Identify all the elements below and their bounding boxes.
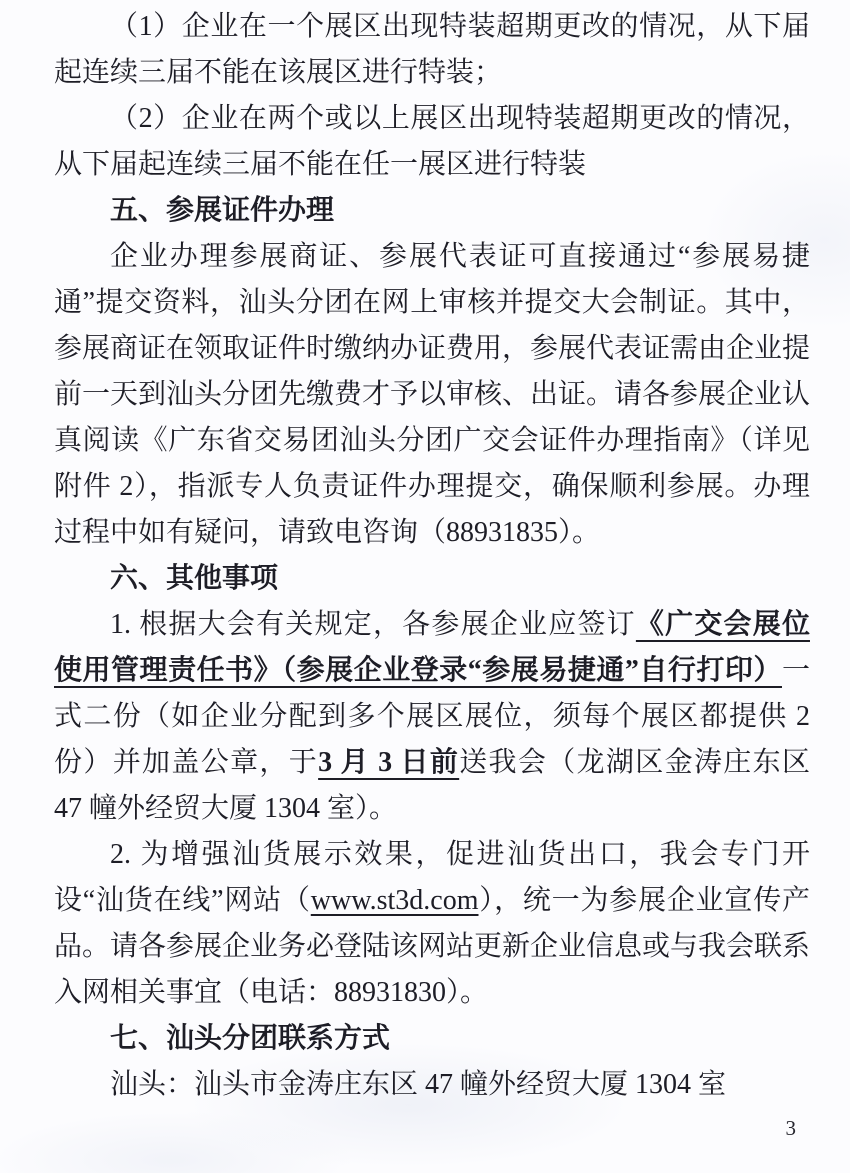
clause-2: （2）企业在两个或以上展区出现特装超期更改的情况，从下届起连续三届不能在任一展区进行特装 — [54, 103, 810, 180]
page-number: 3 — [785, 1116, 796, 1140]
section-heading-5: 五、参展证件办理 — [110, 195, 335, 226]
clause-1: （1）企业在一个展区出现特装超期更改的情况，从下届起连续三届不能在该展区进行特装； — [54, 11, 810, 88]
booth-agreement-title: 《广交会展位使用管理责任书》（参展企业登录“参展易捷通”自行打印） — [54, 609, 810, 686]
website-url: www.st3d.com — [310, 885, 479, 916]
paragraph-contact: 汕头：汕头市金涛庄东区 47 幢外经贸大厦 1304 室 — [110, 1069, 727, 1100]
text-run: ），统一为参展企业宣传产品。请各参展企业务必登陆该网站更新企业信息或与我会联系入网相关事宜（电话：88931830）。 — [54, 885, 811, 1008]
text-run: 送我会（龙湖区金涛庄东区 47 幢外经贸大厦 1304 室）。 — [54, 747, 810, 824]
text-run: 一式二份（如企业分配到多个展区展位，须每个展区都提供 2 份）并加盖公章，于 — [54, 655, 810, 778]
deadline-date: 3 月 3 日前 — [318, 747, 460, 778]
paragraph-certificates: 企业办理参展商证、参展代表证可直接通过“参展易捷通”提交资料，汕头分团在网上审核并提交大会制证。其中，参展商证在领取证件时缴纳办证费用，参展代表证需由企业提前一天到汕头分团先缴费才予以审核、出证。请各参展企业认真阅读《广东省交易团汕头分团广交会证件办理指南》（详见附件 2），指派专人负责证件办理提交，确保顺利参展。办理过程中如有疑问，请致电咨询（88931835）。 — [54, 241, 811, 548]
section-heading-6: 六、其他事项 — [110, 563, 279, 594]
text-run: 1. 根据大会有关规定，各参展企业应签订 — [110, 609, 636, 640]
text-run: 2. 为增强汕货展示效果，促进汕货出口，我会专门开设“汕货在线”网站（ — [54, 839, 810, 916]
paragraph-other-item-2 — [54, 832, 810, 1016]
paragraph-other-item-1 — [54, 602, 810, 832]
section-heading-7: 七、汕头分团联系方式 — [110, 1023, 391, 1054]
